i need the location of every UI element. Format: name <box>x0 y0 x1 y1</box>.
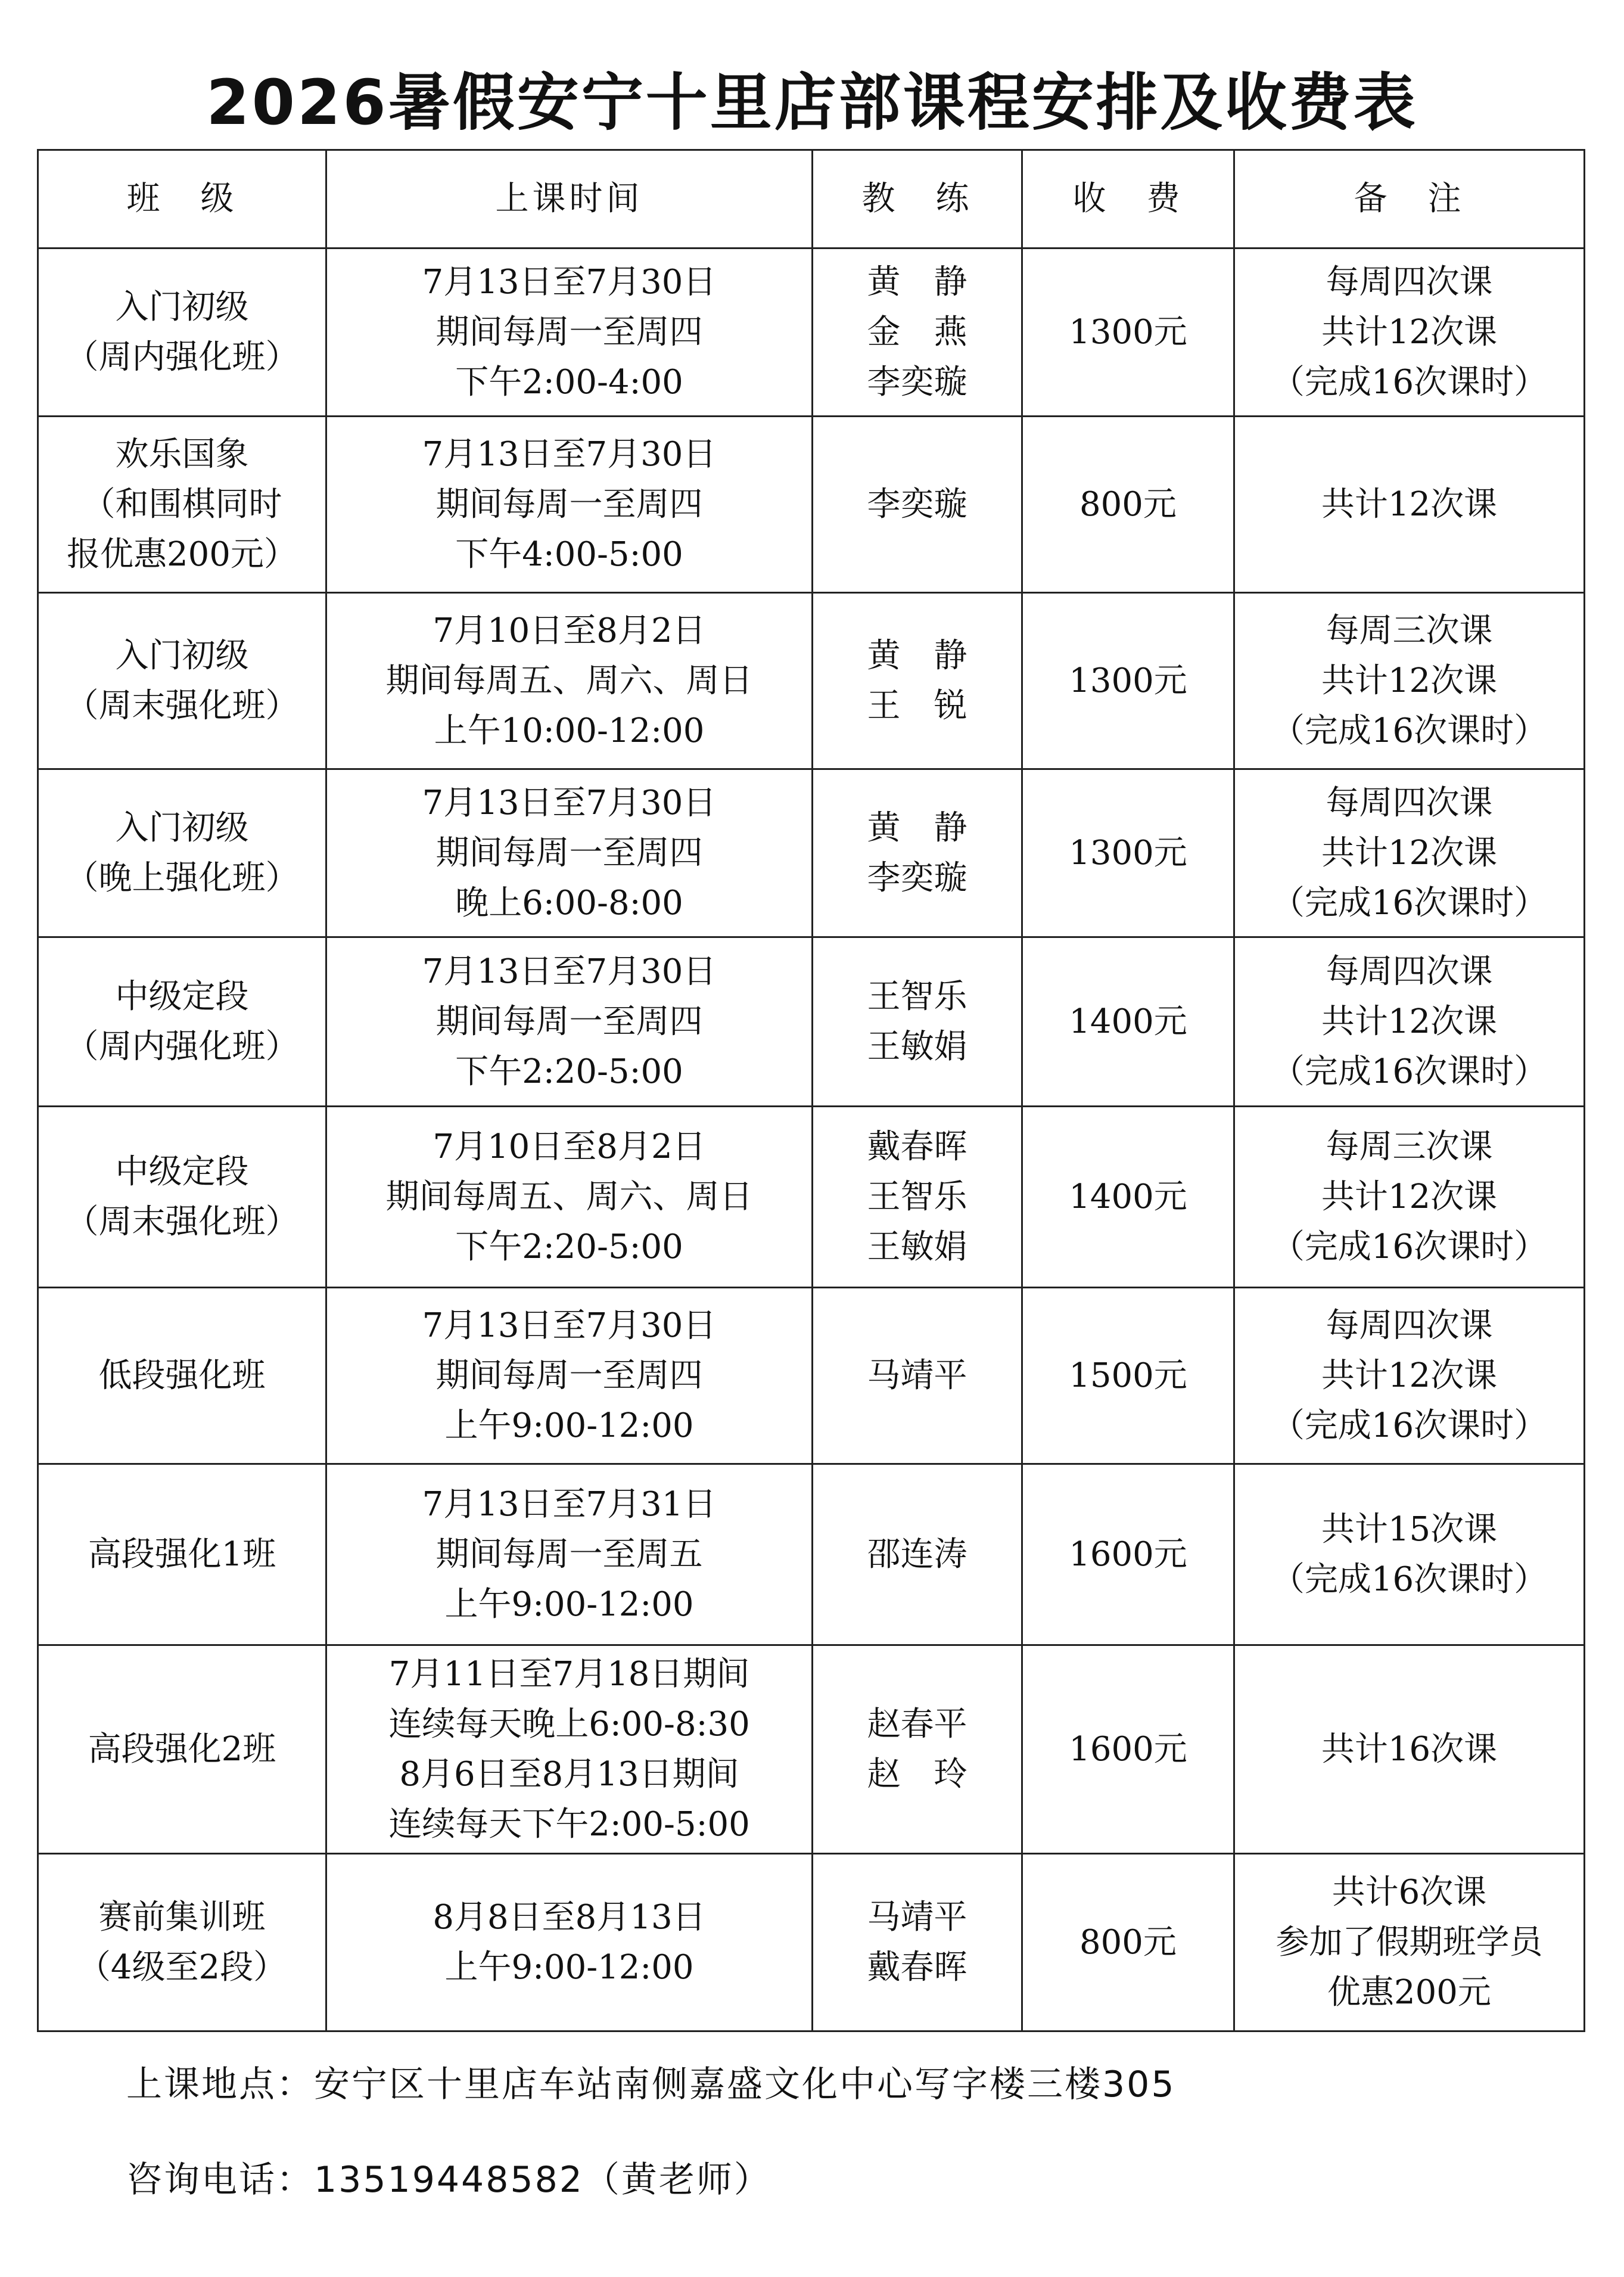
table-row <box>38 1854 1585 2031</box>
cell-time <box>326 937 813 1107</box>
cell-note <box>1234 1107 1585 1288</box>
cell-note-line: （完成16次课时） <box>1271 1406 1548 1445</box>
cell-class-line: 高段强化1班 <box>88 1534 276 1574</box>
cell-class <box>38 1854 326 2031</box>
cell-note-line: （完成16次课时） <box>1271 711 1548 750</box>
cell-time-line: 7月10日至8月2日 <box>433 1127 706 1166</box>
cell-time-line: 期间每周一至周四 <box>435 1002 703 1041</box>
cell-coach-line: 马靖平 <box>867 1356 967 1395</box>
cell-time-line: 连续每天下午2:00-5:00 <box>388 1804 750 1844</box>
table-row <box>38 593 1585 769</box>
cell-note-line: 共计6次课 <box>1331 1872 1487 1912</box>
header-fee: 收 费 <box>1022 150 1234 248</box>
cell-class <box>38 1464 326 1645</box>
cell-note-line: 共计12次课 <box>1321 484 1498 524</box>
cell-class-line: （周末强化班） <box>65 686 299 725</box>
cell-fee: 1400元 <box>1022 937 1234 1107</box>
cell-coach-line: 王智乐 <box>867 1177 967 1216</box>
table-row <box>38 417 1585 593</box>
cell-time <box>326 769 813 937</box>
cell-class-line: 报优惠200元） <box>67 535 297 574</box>
cell-class-line: （周末强化班） <box>65 1202 299 1241</box>
cell-note-line: 共计16次课 <box>1321 1729 1498 1769</box>
cell-time <box>326 417 813 593</box>
cell-time-line: 期间每周一至周四 <box>435 312 703 352</box>
header-note: 备 注 <box>1234 150 1585 248</box>
cell-class-line: （周内强化班） <box>65 1027 299 1066</box>
cell-time-line: 上午10:00-12:00 <box>434 711 705 750</box>
cell-time-line: 7月10日至8月2日 <box>433 611 706 650</box>
cell-note-line: （完成16次课时） <box>1271 1052 1548 1091</box>
cell-coach <box>813 1464 1022 1645</box>
cell-note-line: 共计12次课 <box>1321 312 1498 352</box>
cell-fee: 1300元 <box>1022 248 1234 417</box>
cell-note-line: （完成16次课时） <box>1271 1227 1548 1266</box>
header-time: 上课时间 <box>326 150 813 248</box>
cell-note-line: 每周四次课 <box>1326 783 1493 822</box>
cell-time-line: 期间每周一至周四 <box>435 1356 703 1395</box>
cell-coach-line: 黄 静 <box>867 636 967 675</box>
cell-class-line: （4级至2段） <box>77 1947 287 1987</box>
cell-time <box>326 1645 813 1854</box>
cell-note-line: 每周四次课 <box>1326 1306 1493 1345</box>
cell-time-line: 期间每周五、周六、周日 <box>385 661 753 700</box>
cell-time-line: 7月13日至7月30日 <box>422 1306 717 1345</box>
cell-class <box>38 937 326 1107</box>
cell-class-line: （和围棋同时 <box>82 484 282 524</box>
table-header-row <box>38 150 1585 248</box>
course-schedule-table <box>37 149 1585 2032</box>
cell-time <box>326 1464 813 1645</box>
cell-class-line: 欢乐国象 <box>115 434 249 474</box>
cell-time <box>326 248 813 417</box>
cell-coach-line: 赵 玲 <box>867 1754 967 1794</box>
table-row <box>38 1464 1585 1645</box>
table-row <box>38 1107 1585 1288</box>
cell-class <box>38 769 326 937</box>
header-class: 班 级 <box>38 150 326 248</box>
cell-time <box>326 1107 813 1288</box>
cell-time-line: 期间每周一至周四 <box>435 833 703 872</box>
cell-note-line: 共计12次课 <box>1321 833 1498 872</box>
cell-time <box>326 593 813 769</box>
table-row <box>38 1645 1585 1854</box>
cell-note-line: （完成16次课时） <box>1271 883 1548 922</box>
cell-coach <box>813 1288 1022 1464</box>
cell-coach-line: 王敏娟 <box>867 1227 967 1266</box>
cell-time-line: 上午9:00-12:00 <box>444 1585 694 1624</box>
cell-coach <box>813 1645 1022 1854</box>
cell-time-line: 下午2:20-5:00 <box>455 1052 683 1091</box>
cell-time-line: 7月13日至7月30日 <box>422 434 717 474</box>
cell-fee: 800元 <box>1022 1854 1234 2031</box>
cell-class <box>38 248 326 417</box>
cell-note-line: 优惠200元 <box>1327 1972 1491 2012</box>
cell-note-line: 共计12次课 <box>1321 661 1498 700</box>
cell-coach-line: 王智乐 <box>867 977 967 1016</box>
cell-coach-line: 李奕璇 <box>867 484 967 524</box>
cell-class-line: 中级定段 <box>115 1152 249 1191</box>
cell-coach-line: 马靖平 <box>867 1897 967 1937</box>
cell-time-line: 晚上6:00-8:00 <box>455 883 683 922</box>
cell-note-line: （完成16次课时） <box>1271 362 1548 402</box>
cell-note-line: 每周四次课 <box>1326 262 1493 302</box>
cell-coach-line: 李奕璇 <box>867 858 967 897</box>
cell-class-line: 入门初级 <box>115 636 249 675</box>
cell-time-line: 下午2:20-5:00 <box>455 1227 683 1266</box>
cell-time-line: 期间每周一至周四 <box>435 484 703 524</box>
cell-coach <box>813 1107 1022 1288</box>
cell-fee: 1300元 <box>1022 769 1234 937</box>
cell-coach-line: 黄 静 <box>867 262 967 302</box>
cell-class <box>38 1107 326 1288</box>
cell-time-line: 下午2:00-4:00 <box>455 362 683 402</box>
cell-class <box>38 1645 326 1854</box>
cell-time <box>326 1288 813 1464</box>
cell-note <box>1234 1288 1585 1464</box>
class-location: 上课地点：安宁区十里店车站南侧嘉盛文化中心写字楼三楼305 <box>126 2064 1176 2105</box>
cell-coach-line: 邵连涛 <box>867 1534 967 1574</box>
cell-time-line: 连续每天晚上6:00-8:30 <box>388 1704 750 1744</box>
cell-time-line: 期间每周五、周六、周日 <box>385 1177 753 1216</box>
cell-note-line: 每周四次课 <box>1326 952 1493 991</box>
cell-note-line: 共计12次课 <box>1321 1356 1498 1395</box>
cell-class <box>38 1288 326 1464</box>
cell-coach-line: 王敏娟 <box>867 1027 967 1066</box>
cell-time-line: 7月13日至7月30日 <box>422 262 717 302</box>
cell-note-line: 每周三次课 <box>1326 1127 1493 1166</box>
cell-coach-line: 金 燕 <box>867 312 967 352</box>
cell-class-line: （周内强化班） <box>65 337 299 377</box>
cell-note-line: 每周三次课 <box>1326 611 1493 650</box>
cell-time <box>326 1854 813 2031</box>
cell-note-line: 共计12次课 <box>1321 1002 1498 1041</box>
cell-class <box>38 593 326 769</box>
cell-fee: 1500元 <box>1022 1288 1234 1464</box>
cell-coach <box>813 593 1022 769</box>
cell-coach-line: 戴春晖 <box>867 1127 967 1166</box>
cell-class-line: 中级定段 <box>115 977 249 1016</box>
table-body <box>38 248 1585 2031</box>
cell-coach <box>813 417 1022 593</box>
cell-note-line: 共计15次课 <box>1321 1509 1498 1549</box>
cell-time-line: 8月6日至8月13日期间 <box>399 1754 739 1794</box>
table-row <box>38 1288 1585 1464</box>
cell-note <box>1234 1854 1585 2031</box>
cell-note <box>1234 1645 1585 1854</box>
cell-note <box>1234 248 1585 417</box>
table-row <box>38 248 1585 417</box>
cell-time-line: 7月13日至7月31日 <box>422 1484 717 1524</box>
cell-time-line: 上午9:00-12:00 <box>444 1406 694 1445</box>
cell-coach-line: 赵春平 <box>867 1704 967 1744</box>
cell-coach-line: 王 锐 <box>867 686 967 725</box>
cell-time-line: 下午4:00-5:00 <box>455 535 683 574</box>
cell-coach-line: 戴春晖 <box>867 1947 967 1987</box>
cell-fee: 800元 <box>1022 417 1234 593</box>
cell-note-line: 共计12次课 <box>1321 1177 1498 1216</box>
table-row <box>38 769 1585 937</box>
cell-note <box>1234 593 1585 769</box>
cell-class-line: 入门初级 <box>115 808 249 847</box>
cell-coach-line: 李奕璇 <box>867 362 967 402</box>
cell-note <box>1234 937 1585 1107</box>
header-coach: 教 练 <box>813 150 1022 248</box>
contact-phone: 咨询电话：13519448582（黄老师） <box>126 2159 771 2201</box>
cell-note-line: 参加了假期班学员 <box>1275 1922 1543 1962</box>
cell-class-line: 入门初级 <box>115 287 249 327</box>
cell-coach <box>813 937 1022 1107</box>
cell-time-line: 7月11日至7月18日期间 <box>388 1654 750 1694</box>
cell-coach <box>813 1854 1022 2031</box>
table-row <box>38 937 1585 1107</box>
cell-time-line: 7月13日至7月30日 <box>422 952 717 991</box>
cell-class-line: （晚上强化班） <box>65 858 299 897</box>
page-title: 2026暑假安宁十里店部课程安排及收费表 <box>206 66 1418 139</box>
cell-time-line: 8月8日至8月13日 <box>433 1897 706 1937</box>
cell-coach-line: 黄 静 <box>867 808 967 847</box>
cell-time-line: 7月13日至7月30日 <box>422 783 717 822</box>
cell-coach <box>813 248 1022 417</box>
cell-note-line: （完成16次课时） <box>1271 1560 1548 1599</box>
cell-time-line: 上午9:00-12:00 <box>444 1947 694 1987</box>
cell-fee: 1600元 <box>1022 1464 1234 1645</box>
cell-time-line: 期间每周一至周五 <box>435 1534 703 1574</box>
cell-note <box>1234 1464 1585 1645</box>
cell-note <box>1234 417 1585 593</box>
cell-fee: 1600元 <box>1022 1645 1234 1854</box>
cell-class-line: 赛前集训班 <box>98 1897 266 1937</box>
cell-class <box>38 417 326 593</box>
cell-class-line: 高段强化2班 <box>88 1729 276 1769</box>
cell-fee: 1300元 <box>1022 593 1234 769</box>
cell-class-line: 低段强化班 <box>98 1356 266 1395</box>
cell-coach <box>813 769 1022 937</box>
cell-fee: 1400元 <box>1022 1107 1234 1288</box>
cell-note <box>1234 769 1585 937</box>
